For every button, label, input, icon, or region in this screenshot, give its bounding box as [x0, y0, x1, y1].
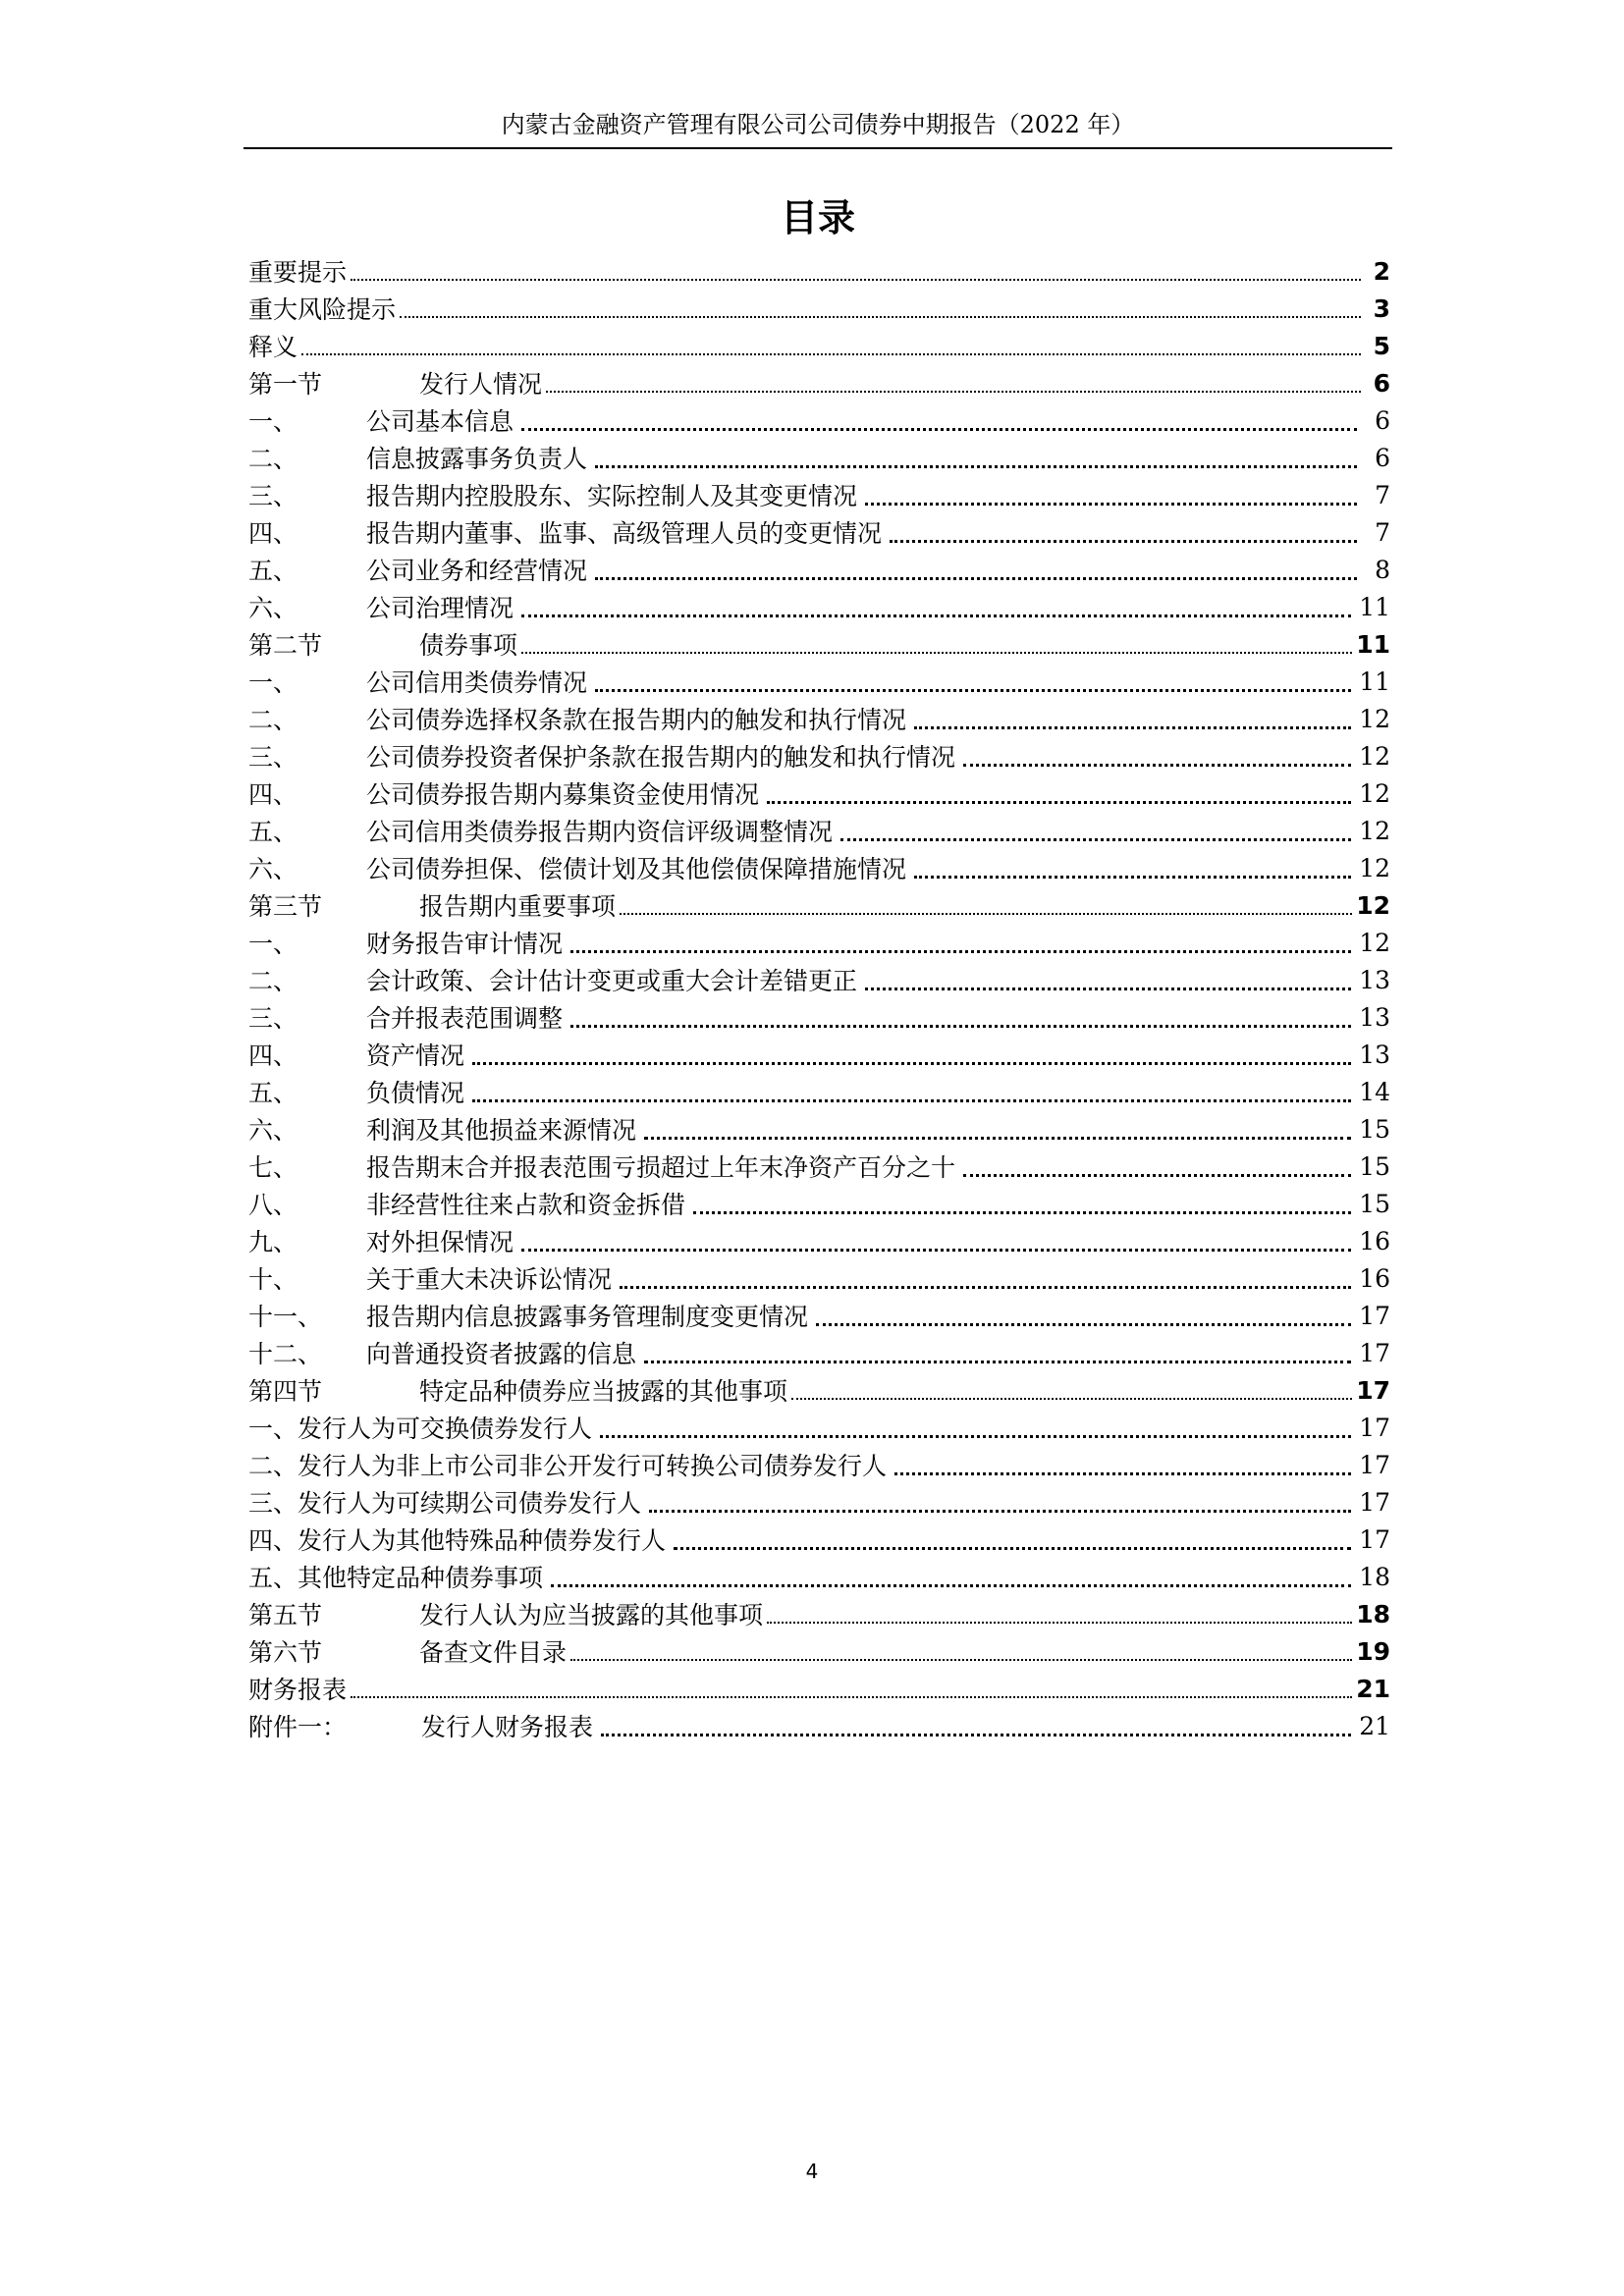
- toc-entry-number: 第四节: [248, 1377, 323, 1406]
- toc-entry-page: 6: [1373, 368, 1390, 398]
- toc-entry-number: 二、: [248, 445, 298, 473]
- toc-entry-page: 17: [1359, 1338, 1390, 1367]
- toc-entry-number: 一、: [248, 930, 298, 958]
- toc-entry-label: 五、其他特定品种债券事项: [248, 1564, 544, 1592]
- toc-dot-leader: [351, 257, 1361, 281]
- toc-entry-label: 对外担保情况: [366, 1228, 514, 1256]
- toc-entry-number: 五、: [248, 818, 298, 846]
- toc-entry-number: 三、: [248, 1004, 298, 1033]
- toc-dot-leader: [521, 406, 1357, 431]
- toc-entry[interactable]: [248, 364, 1390, 401]
- toc-dot-leader: [570, 1003, 1351, 1028]
- toc-entry-label: 释义: [248, 333, 298, 361]
- toc-entry-number: 九、: [248, 1228, 298, 1256]
- toc-entry-page: 11: [1359, 592, 1390, 621]
- toc-dot-leader: [472, 1041, 1351, 1065]
- toc-entry-label: 资产情况: [366, 1041, 465, 1070]
- toc-entry[interactable]: [248, 1222, 1390, 1259]
- toc-dot-leader: [840, 817, 1351, 841]
- toc-entry-label: 财务报告审计情况: [366, 930, 564, 958]
- toc-entry-page: 21: [1356, 1674, 1390, 1703]
- toc-entry-label: 向普通投资者披露的信息: [366, 1340, 637, 1368]
- toc-entry[interactable]: [248, 737, 1390, 774]
- toc-entry-label: 发行人财务报表: [421, 1713, 594, 1741]
- toc-entry-number: 四、: [248, 780, 298, 809]
- toc-entry[interactable]: [248, 700, 1390, 737]
- toc-dot-leader: [301, 332, 1361, 355]
- toc-entry-number: 附件一：: [248, 1713, 348, 1741]
- toc-entry[interactable]: [248, 1073, 1390, 1110]
- toc-entry-label: 信息披露事务负责人: [366, 445, 588, 473]
- toc-entry[interactable]: [248, 1558, 1390, 1595]
- toc-entry-page: 18: [1356, 1599, 1390, 1629]
- toc-entry-label: 合并报表范围调整: [366, 1004, 564, 1033]
- table-of-contents: [248, 252, 1390, 1744]
- toc-dot-leader: [570, 929, 1351, 953]
- toc-entry-page: 13: [1359, 965, 1390, 994]
- toc-entry-page: 11: [1356, 629, 1390, 659]
- toc-entry-label: 公司信用类债券情况: [366, 668, 588, 697]
- toc-entry-page: 3: [1373, 294, 1390, 323]
- toc-entry-label: 关于重大未决诉讼情况: [366, 1265, 613, 1294]
- toc-entry[interactable]: [248, 1632, 1390, 1670]
- toc-entry-label: 公司债券报告期内募集资金使用情况: [366, 780, 760, 809]
- toc-entry-page: 17: [1356, 1375, 1390, 1405]
- toc-entry-number: 第六节: [248, 1638, 323, 1667]
- toc-dot-leader: [816, 1302, 1351, 1326]
- toc-entry-page: 15: [1359, 1151, 1390, 1181]
- toc-entry-page: 18: [1359, 1562, 1390, 1591]
- toc-entry-number: 十、: [248, 1265, 298, 1294]
- toc-entry-number: 五、: [248, 1079, 298, 1107]
- toc-entry-label: 发行人认为应当披露的其他事项: [419, 1601, 764, 1629]
- toc-entry[interactable]: [248, 625, 1390, 663]
- toc-entry-page: 16: [1359, 1226, 1390, 1255]
- toc-dot-leader: [620, 1264, 1351, 1289]
- toc-entry-label: 报告期内信息披露事务管理制度变更情况: [366, 1303, 809, 1331]
- toc-entry[interactable]: [248, 551, 1390, 588]
- toc-entry-label: 公司业务和经营情况: [366, 557, 588, 585]
- toc-dot-leader: [914, 705, 1351, 729]
- toc-entry-number: 六、: [248, 855, 298, 883]
- toc-entry-label: 重大风险提示: [248, 295, 397, 324]
- header-rule: [244, 147, 1392, 149]
- toc-entry-number: 十二、: [248, 1340, 323, 1368]
- toc-entry[interactable]: [248, 774, 1390, 812]
- toc-entry-number: 一、: [248, 407, 298, 436]
- toc-entry[interactable]: [248, 1707, 1390, 1744]
- toc-dot-leader: [963, 742, 1351, 767]
- toc-dot-leader: [521, 593, 1351, 617]
- toc-dot-leader: [894, 1451, 1351, 1475]
- toc-entry-page: 5: [1373, 331, 1390, 360]
- toc-entry-page: 7: [1375, 517, 1390, 547]
- toc-entry-number: 第三节: [248, 892, 323, 921]
- toc-entry-page: 12: [1359, 704, 1390, 733]
- toc-entry-label: 四、发行人为其他特殊品种债券发行人: [248, 1526, 667, 1555]
- toc-entry-label: 公司信用类债券报告期内资信评级调整情况: [366, 818, 834, 846]
- toc-entry-number: 六、: [248, 594, 298, 622]
- toc-entry-page: 15: [1359, 1189, 1390, 1218]
- toc-entry-page: 17: [1359, 1301, 1390, 1330]
- toc-entry[interactable]: [248, 588, 1390, 625]
- toc-entry-number: 二、: [248, 967, 298, 995]
- toc-dot-leader: [595, 444, 1357, 468]
- toc-entry-page: 16: [1359, 1263, 1390, 1293]
- toc-entry-page: 11: [1359, 667, 1390, 696]
- toc-entry-number: 三、: [248, 482, 298, 510]
- toc-entry[interactable]: [248, 812, 1390, 849]
- toc-dot-leader: [595, 556, 1357, 580]
- toc-entry-page: 12: [1359, 778, 1390, 808]
- toc-entry-number: 十一、: [248, 1303, 323, 1331]
- toc-entry-label: 公司债券投资者保护条款在报告期内的触发和执行情况: [366, 743, 956, 772]
- toc-entry-page: 6: [1375, 405, 1390, 435]
- toc-entry[interactable]: [248, 1259, 1390, 1297]
- toc-dot-leader: [644, 1115, 1351, 1140]
- toc-dot-leader: [600, 1414, 1351, 1438]
- toc-dot-leader: [521, 1227, 1351, 1252]
- toc-entry-label: 报告期内重要事项: [419, 892, 617, 921]
- toc-entry-number: 第一节: [248, 370, 323, 399]
- toc-entry-label: 债券事项: [419, 631, 518, 660]
- toc-entry[interactable]: [248, 998, 1390, 1036]
- page-title: 目录: [780, 196, 855, 240]
- toc-dot-leader: [767, 779, 1351, 804]
- page-number: 4: [805, 2160, 819, 2183]
- toc-entry-number: 四、: [248, 519, 298, 548]
- toc-dot-leader: [351, 1675, 1352, 1698]
- toc-entry-page: 14: [1359, 1077, 1390, 1106]
- toc-entry[interactable]: [248, 1446, 1390, 1483]
- toc-entry[interactable]: [248, 924, 1390, 961]
- toc-dot-leader: [620, 891, 1352, 915]
- toc-entry-page: 7: [1375, 480, 1390, 509]
- toc-entry-number: 四、: [248, 1041, 298, 1070]
- toc-entry-label: 二、发行人为非上市公司非公开发行可转换公司债券发行人: [248, 1452, 888, 1480]
- toc-entry-number: 六、: [248, 1116, 298, 1145]
- toc-dot-leader: [570, 1637, 1352, 1661]
- toc-dot-leader: [400, 294, 1361, 318]
- toc-dot-leader: [649, 1488, 1351, 1513]
- toc-entry[interactable]: [248, 513, 1390, 551]
- toc-entry[interactable]: [248, 476, 1390, 513]
- toc-entry-label: 公司治理情况: [366, 594, 514, 622]
- toc-entry-label: 三、发行人为可续期公司债券发行人: [248, 1489, 642, 1518]
- toc-entry[interactable]: [248, 1110, 1390, 1148]
- toc-dot-leader: [595, 667, 1351, 692]
- toc-entry-number: 八、: [248, 1191, 298, 1219]
- toc-entry-page: 17: [1359, 1450, 1390, 1479]
- toc-dot-leader: [865, 966, 1351, 990]
- toc-entry[interactable]: [248, 663, 1390, 700]
- toc-entry-page: 15: [1359, 1114, 1390, 1144]
- toc-entry[interactable]: [248, 1409, 1390, 1446]
- toc-entry-page: 8: [1375, 555, 1390, 584]
- toc-dot-leader: [551, 1563, 1351, 1587]
- toc-entry-page: 21: [1359, 1711, 1390, 1740]
- toc-entry[interactable]: [248, 961, 1390, 998]
- toc-entry-number: 五、: [248, 557, 298, 585]
- toc-entry-page: 12: [1359, 816, 1390, 845]
- toc-entry-page: 17: [1359, 1524, 1390, 1554]
- toc-entry-page: 12: [1359, 853, 1390, 882]
- toc-entry-label: 特定品种债券应当披露的其他事项: [419, 1377, 788, 1406]
- running-header: 内蒙古金融资产管理有限公司公司债券中期报告（2022 年）: [501, 111, 1135, 138]
- toc-entry-label: 利润及其他损益来源情况: [366, 1116, 637, 1145]
- toc-entry-label: 负债情况: [366, 1079, 465, 1107]
- toc-entry-label: 公司债券选择权条款在报告期内的触发和执行情况: [366, 706, 907, 734]
- toc-entry-page: 17: [1359, 1413, 1390, 1442]
- toc-entry-number: 二、: [248, 706, 298, 734]
- toc-entry-label: 公司债券担保、偿债计划及其他偿债保障措施情况: [366, 855, 907, 883]
- toc-dot-leader: [767, 1600, 1352, 1624]
- toc-entry-label: 重要提示: [248, 258, 348, 287]
- toc-entry-label: 财务报表: [248, 1676, 348, 1704]
- toc-entry-page: 17: [1359, 1487, 1390, 1517]
- toc-dot-leader: [791, 1376, 1352, 1400]
- toc-entry-page: 2: [1373, 256, 1390, 286]
- toc-entry[interactable]: [248, 1371, 1390, 1409]
- toc-entry-label: 报告期内董事、监事、高级管理人员的变更情况: [366, 519, 883, 548]
- toc-entry-label: 一、发行人为可交换债券发行人: [248, 1415, 593, 1443]
- toc-entry[interactable]: [248, 401, 1390, 439]
- toc-entry[interactable]: [248, 1185, 1390, 1222]
- toc-entry-number: 一、: [248, 668, 298, 697]
- toc-dot-leader: [693, 1190, 1351, 1214]
- toc-dot-leader: [914, 854, 1351, 879]
- toc-entry[interactable]: [248, 1670, 1390, 1707]
- toc-entry-label: 备查文件目录: [419, 1638, 568, 1667]
- toc-entry[interactable]: [248, 1036, 1390, 1073]
- toc-entry-page: 12: [1359, 741, 1390, 771]
- toc-entry[interactable]: [248, 1297, 1390, 1334]
- toc-entry[interactable]: [248, 849, 1390, 886]
- toc-entry-number: 七、: [248, 1153, 298, 1182]
- toc-dot-leader: [644, 1339, 1351, 1363]
- toc-dot-leader: [521, 630, 1352, 654]
- toc-dot-leader: [674, 1525, 1351, 1550]
- toc-entry-page: 12: [1359, 928, 1390, 957]
- toc-entry[interactable]: [248, 327, 1390, 364]
- toc-entry-label: 报告期内控股股东、实际控制人及其变更情况: [366, 482, 858, 510]
- toc-entry-page: 13: [1359, 1040, 1390, 1069]
- toc-entry[interactable]: [248, 1148, 1390, 1185]
- toc-entry-number: 三、: [248, 743, 298, 772]
- toc-entry-page: 19: [1356, 1636, 1390, 1666]
- toc-entry-number: 第二节: [248, 631, 323, 660]
- toc-entry[interactable]: [248, 886, 1390, 924]
- toc-entry[interactable]: [248, 290, 1390, 327]
- toc-entry[interactable]: [248, 1334, 1390, 1371]
- toc-dot-leader: [546, 369, 1361, 393]
- toc-entry-label: 报告期末合并报表范围亏损超过上年末净资产百分之十: [366, 1153, 956, 1182]
- toc-entry[interactable]: [248, 1595, 1390, 1632]
- toc-entry-page: 12: [1356, 890, 1390, 920]
- toc-entry-label: 发行人情况: [419, 370, 543, 399]
- toc-entry[interactable]: [248, 439, 1390, 476]
- toc-entry-label: 非经营性往来占款和资金拆借: [366, 1191, 686, 1219]
- toc-dot-leader: [890, 518, 1357, 543]
- toc-dot-leader: [472, 1078, 1351, 1102]
- toc-entry-page: 13: [1359, 1002, 1390, 1032]
- toc-dot-leader: [601, 1712, 1351, 1736]
- toc-entry[interactable]: [248, 1521, 1390, 1558]
- toc-entry[interactable]: [248, 252, 1390, 290]
- toc-dot-leader: [865, 481, 1357, 506]
- toc-entry-number: 第五节: [248, 1601, 323, 1629]
- toc-entry[interactable]: [248, 1483, 1390, 1521]
- toc-entry-label: 公司基本信息: [366, 407, 514, 436]
- toc-entry-page: 6: [1375, 443, 1390, 472]
- toc-dot-leader: [963, 1152, 1351, 1177]
- toc-entry-label: 会计政策、会计估计变更或重大会计差错更正: [366, 967, 858, 995]
